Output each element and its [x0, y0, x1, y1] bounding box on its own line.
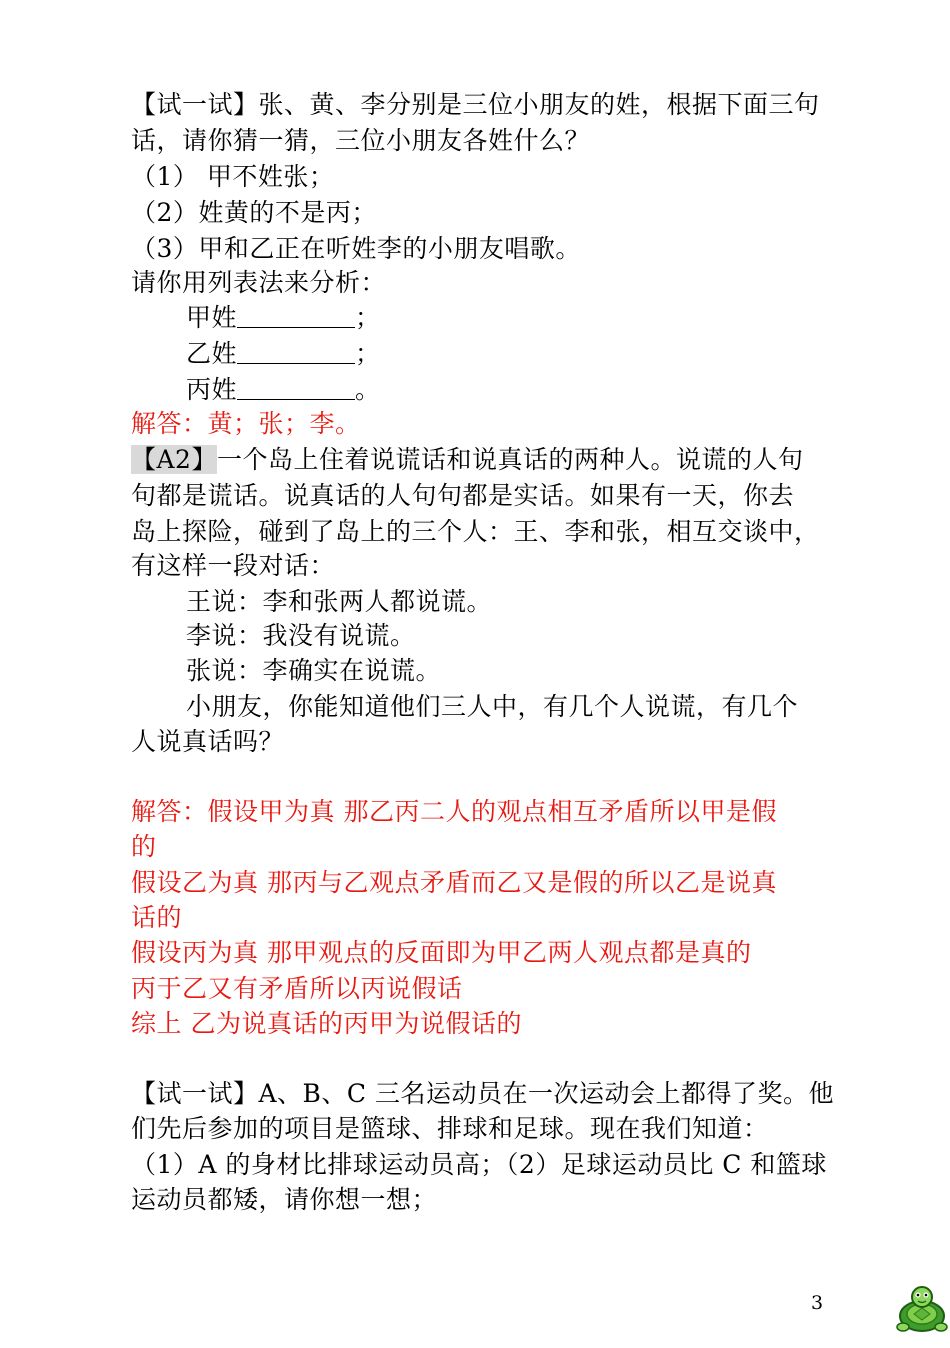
answer-2-line-5: 假设丙为真 那甲观点的反面即为甲乙两人观点都是真的	[131, 938, 752, 967]
problem-2-text: 一个岛上住着说谎话和说真话的两种人。说谎的人句	[216, 445, 804, 474]
page-number: 3	[811, 1292, 824, 1314]
fill-end: ；	[355, 339, 381, 368]
fill-row-yi	[186, 336, 381, 372]
fill-label: 乙姓	[186, 339, 238, 368]
analysis-prompt: 请你用列表法来分析：	[131, 268, 387, 297]
fill-blank[interactable]	[237, 337, 355, 364]
answer-1: 解答：黄；张；李。	[131, 409, 361, 438]
problem-2-line-1	[131, 442, 803, 478]
turtle-icon	[894, 1283, 950, 1339]
problem-3-line-1: 【试一试】A、B、C 三名运动员在一次运动会上都得了奖。他	[131, 1079, 835, 1108]
answer-2-line-3: 假设乙为真 那丙与乙观点矛盾而乙又是假的所以乙是说真	[131, 868, 777, 897]
problem-1-line-2: 话，请你猜一猜，三位小朋友各姓什么？	[131, 126, 591, 155]
problem-2-line-2: 句都是谎话。说真话的人句句都是实话。如果有一天，你去	[131, 481, 795, 510]
fill-row-jia	[186, 300, 381, 336]
fill-blank[interactable]	[237, 301, 355, 328]
answer-2-line-6: 丙于乙又有矛盾所以丙说假话	[131, 974, 463, 1003]
condition-1: （1） 甲不姓张；	[131, 162, 335, 191]
problem-1-line-1: 【试一试】张、黄、李分别是三位小朋友的姓，根据下面三句	[131, 90, 820, 119]
answer-2-line-7: 综上 乙为说真话的丙甲为说假话的	[131, 1009, 522, 1038]
fill-label: 丙姓	[186, 375, 238, 404]
answer-2-line-2: 的	[131, 832, 157, 861]
fill-blank[interactable]	[237, 373, 355, 400]
question-line-2: 人说真话吗？	[131, 727, 285, 756]
problem-2-line-4: 有这样一段对话：	[131, 551, 336, 580]
problem-3-line-4: 运动员都矮，请你想一想；	[131, 1185, 438, 1214]
condition-3: （3）甲和乙正在听姓李的小朋友唱歌。	[131, 234, 581, 263]
fill-row-bing	[186, 372, 381, 408]
fill-end: 。	[355, 375, 381, 404]
problem-3-line-2: 们先后参加的项目是篮球、排球和足球。现在我们知道：	[131, 1114, 769, 1143]
dialogue-wang: 王说：李和张两人都说谎。	[186, 587, 493, 616]
condition-2: （2）姓黄的不是丙；	[131, 198, 377, 227]
answer-2-line-4: 话的	[131, 903, 183, 932]
problem-tag: 【A2】	[131, 445, 217, 474]
answer-2-line-1: 解答：假设甲为真 那乙丙二人的观点相互矛盾所以甲是假	[131, 797, 777, 826]
fill-end: ；	[355, 303, 381, 332]
question-line-1: 小朋友，你能知道他们三人中，有几个人说谎，有几个	[186, 692, 799, 721]
dialogue-zhang: 张说：李确实在说谎。	[186, 656, 442, 685]
fill-label: 甲姓	[186, 303, 238, 332]
dialogue-li: 李说：我没有说谎。	[186, 621, 416, 650]
problem-3-line-3: （1）A 的身材比排球运动员高；（2）足球运动员比 C 和篮球	[131, 1150, 827, 1179]
problem-2-line-3: 岛上探险，碰到了岛上的三个人：王、李和张，相互交谈中，	[131, 517, 820, 546]
